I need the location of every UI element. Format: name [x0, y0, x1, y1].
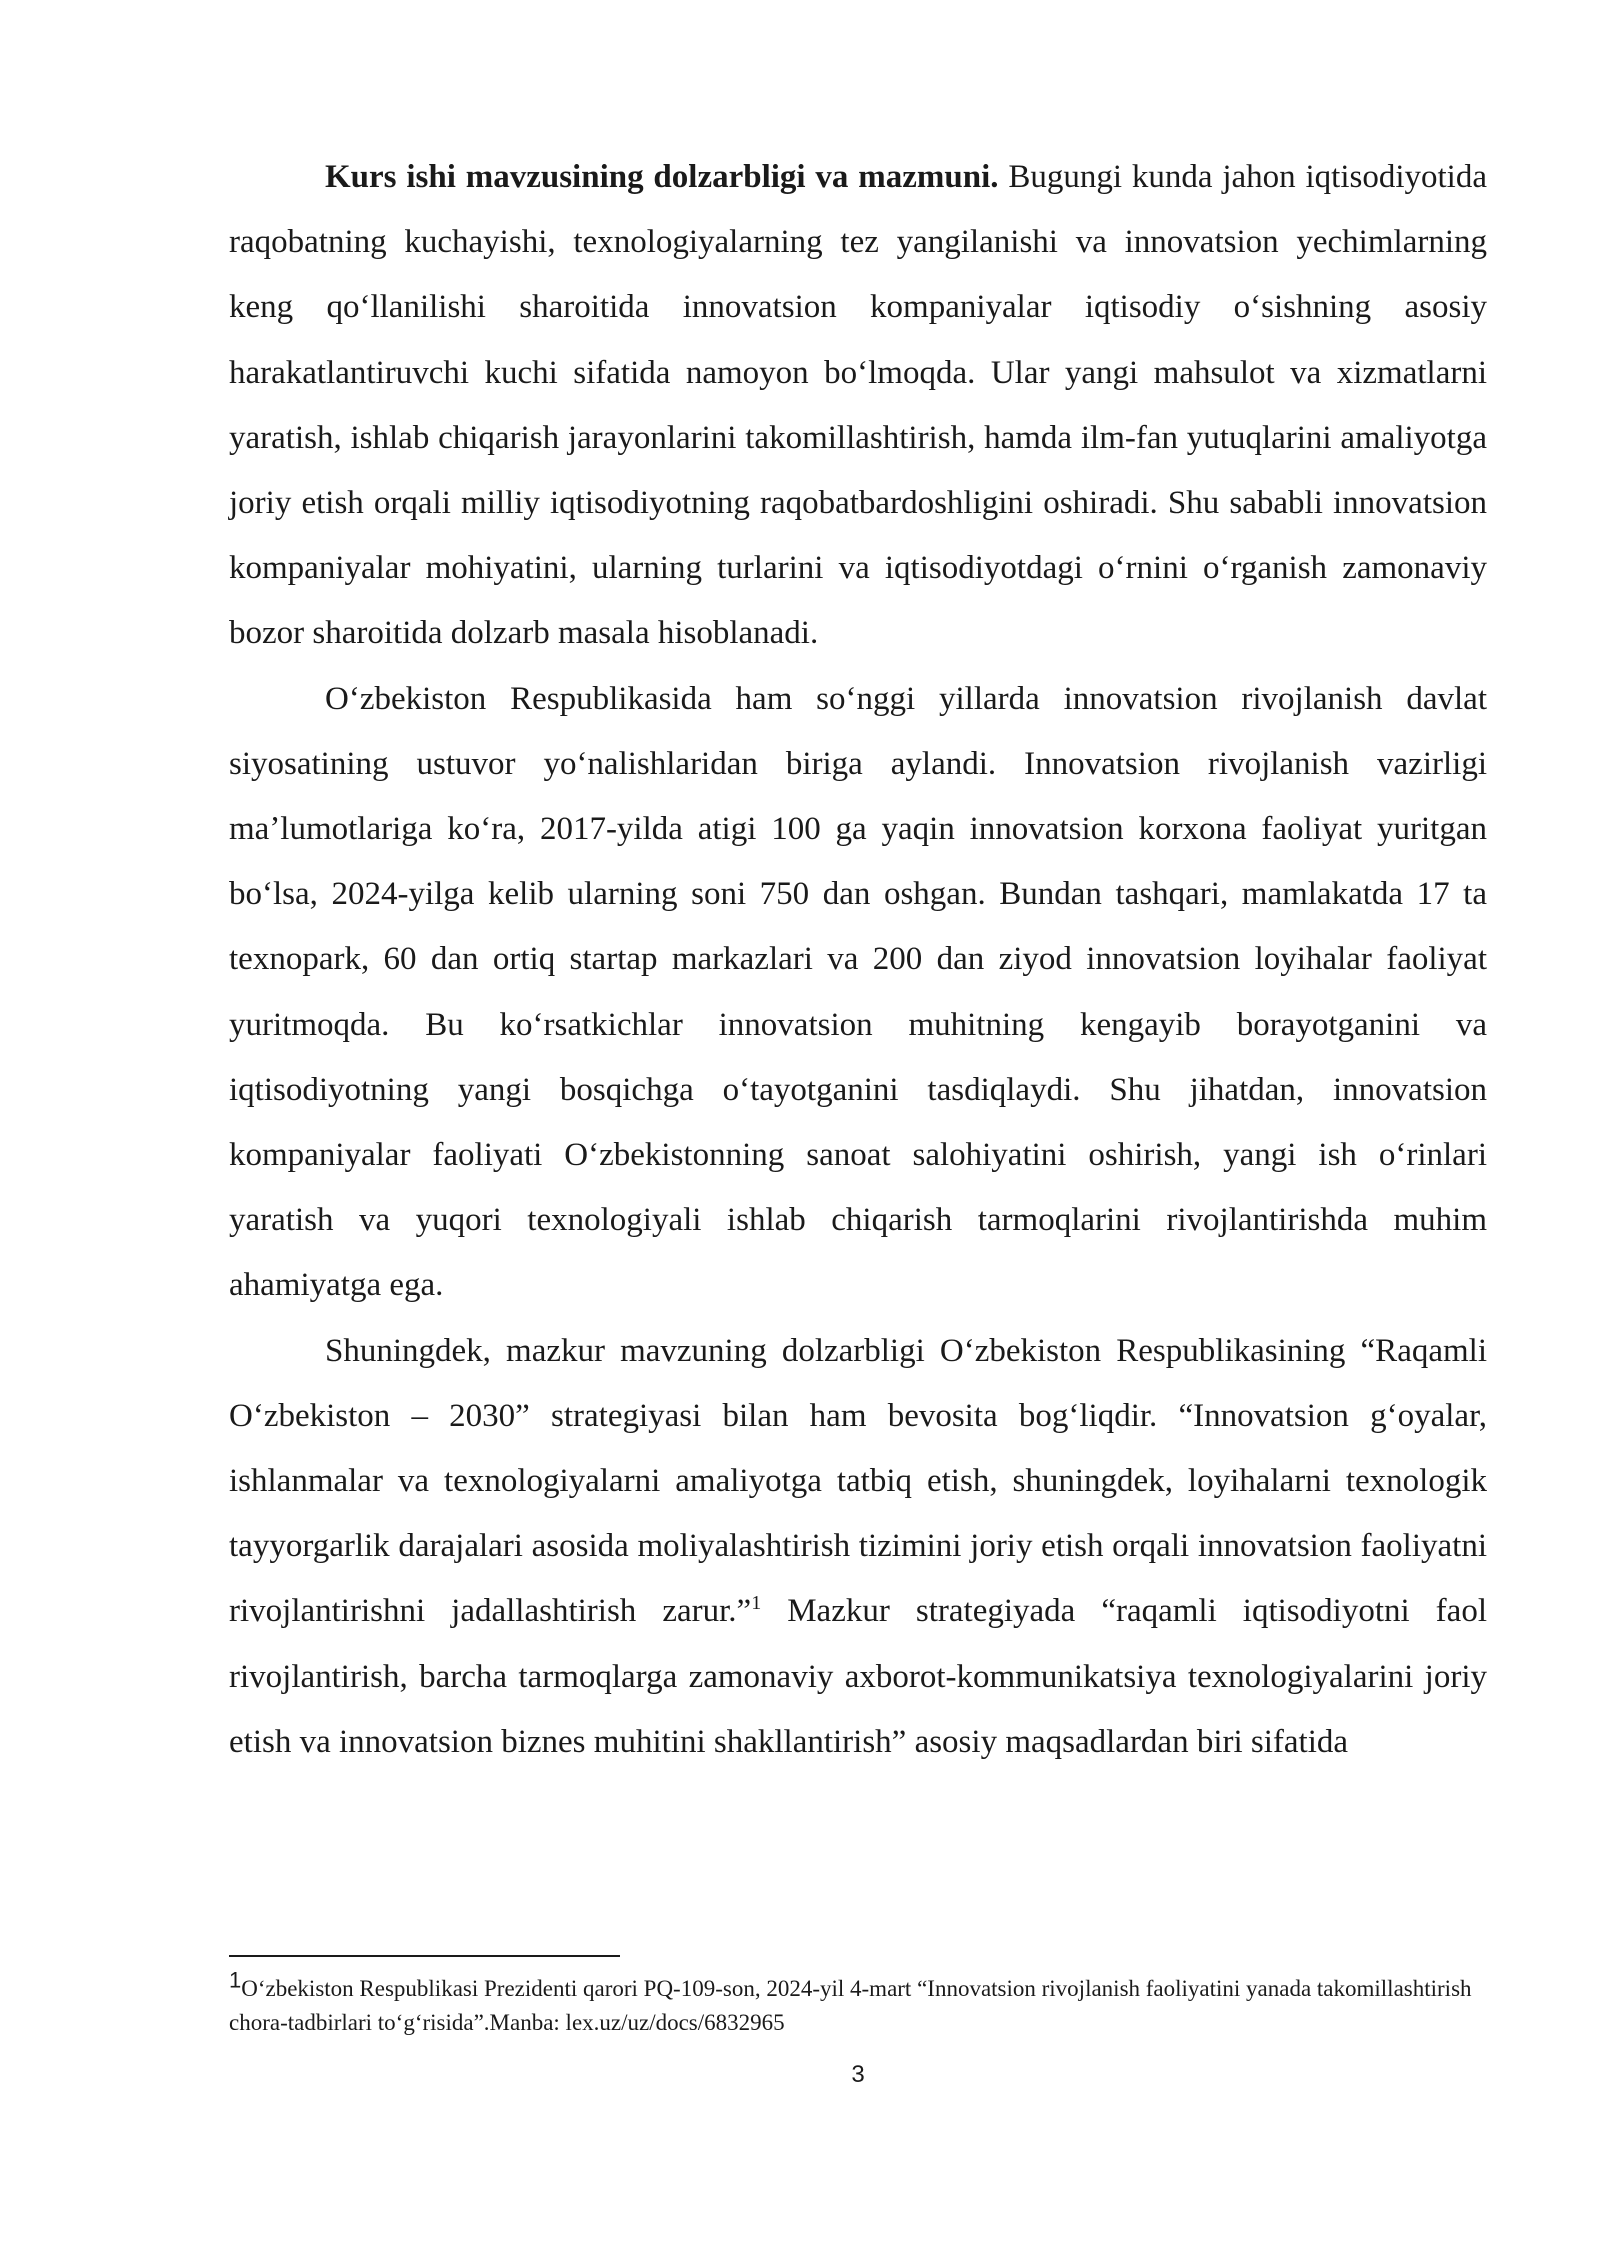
- section-heading: Kurs ishi mavzusining dolzarbligi va mazmuni.: [325, 159, 999, 195]
- footnote-reference: 1: [751, 1592, 762, 1615]
- paragraph-strategy-text-end: Mazkur strategiyada “raqamli iqtisodiyotni faol rivojlantirish, barcha tarmoqlarga zamonaviy axborot-kommunikatsiya texnologiyalarini joriy etish va innovatsion biznes muhitini shakllantirish” asosiy maqsadlardan biri sifatida: [229, 1593, 1487, 1760]
- paragraph-strategy-text-start: Shuningdek, mazkur mavzuning dolzarbligi Oʻzbekiston Respublikasining “Raqamli Oʻzbekiston – 2030” strategiyasi bilan ham bevosita bogʻliqdir. “Innovatsion gʻoyalar, ishlanmalar va texnologiyalarni amaliyotga tatbiq etish, shuningdek, loyihalarni texnologik tayyorgarlik darajalari asosida moliyalashtirish tizimini joriy etish orqali innovatsion faoliyatni rivojlantirishni jadallashtirish zarur.”: [229, 1332, 1487, 1630]
- footnote-mark: 1: [229, 1967, 242, 1993]
- paragraph-uzbekistan-text: Oʻzbekiston Respublikasida ham soʻnggi yillarda innovatsion rivojlanish davlat siyosatining ustuvor yoʻnalishlaridan biriga aylandi. Innovatsion rivojlanish vazirligi maʼlumotlariga koʻra, 2017-yilda atigi 100 ga yaqin innovatsion korxona faoliyat yuritgan boʻlsa, 2024-yilga kelib ularning soni 750 dan oshgan. Bundan tashqari, mamlakatda 17 ta texnopark, 60 dan ortiq startap markazlari va 200 dan ziyod innovatsion loyihalar faoliyat yuritmoqda. Bu koʻrsatkichlar innovatsion muhitning kengayib borayotganini va iqtisodiyotning yangi bosqichga oʻtayotganini tasdiqlaydi. Shu jihatdan, innovatsion kompaniyalar faoliyati Oʻzbekistonning sanoat salohiyatini oshirish, yangi ish oʻrinlari yaratish va yuqori texnologiyali ishlab chiqarish tarmoqlarini rivojlantirishda muhim ahamiyatga ega.: [229, 680, 1487, 1304]
- page-number: 3: [851, 2061, 865, 2088]
- footnote: [229, 1967, 1487, 2040]
- paragraph-intro-text: Bugungi kunda jahon iqtisodiyotida raqobatning kuchayishi, texnologiyalarning tez yangilanishi va innovatsion yechimlarning keng qoʻllanilishi sharoitida innovatsion kompaniyalar iqtisodiy oʻsishning asosiy harakatlantiruvchi kuchi sifatida namoyon boʻlmoqda. Ular yangi mahsulot va xizmatlarni yaratish, ishlab chiqarish jarayonlarini takomillashtirish, hamda ilm-fan yutuqlarini amaliyotga joriy etish orqali milliy iqtisodiyotning raqobatbardoshligini oshiradi. Shu sababli innovatsion kompaniyalar mohiyatini, ularning turlarini va iqtisodiyotdagi oʻrnini oʻrganish zamonaviy bozor sharoitida dolzarb masala hisoblanadi.: [229, 159, 1487, 652]
- paragraph-intro: [229, 145, 1487, 667]
- paragraph-strategy: [229, 1319, 1487, 1775]
- paragraph-uzbekistan: [229, 667, 1487, 1319]
- body-text: [229, 145, 1487, 1775]
- footnote-separator: [229, 1955, 620, 1957]
- footnote-text: Oʻzbekiston Respublikasi Prezidenti qarori PQ-109-son, 2024-yil 4-mart “Innovatsion rivojlanish faoliyatini yanada takomillashtirish chora-tadbirlari toʻgʻrisida”.Manba: lex.uz/uz/docs/6832965: [229, 1976, 1472, 2035]
